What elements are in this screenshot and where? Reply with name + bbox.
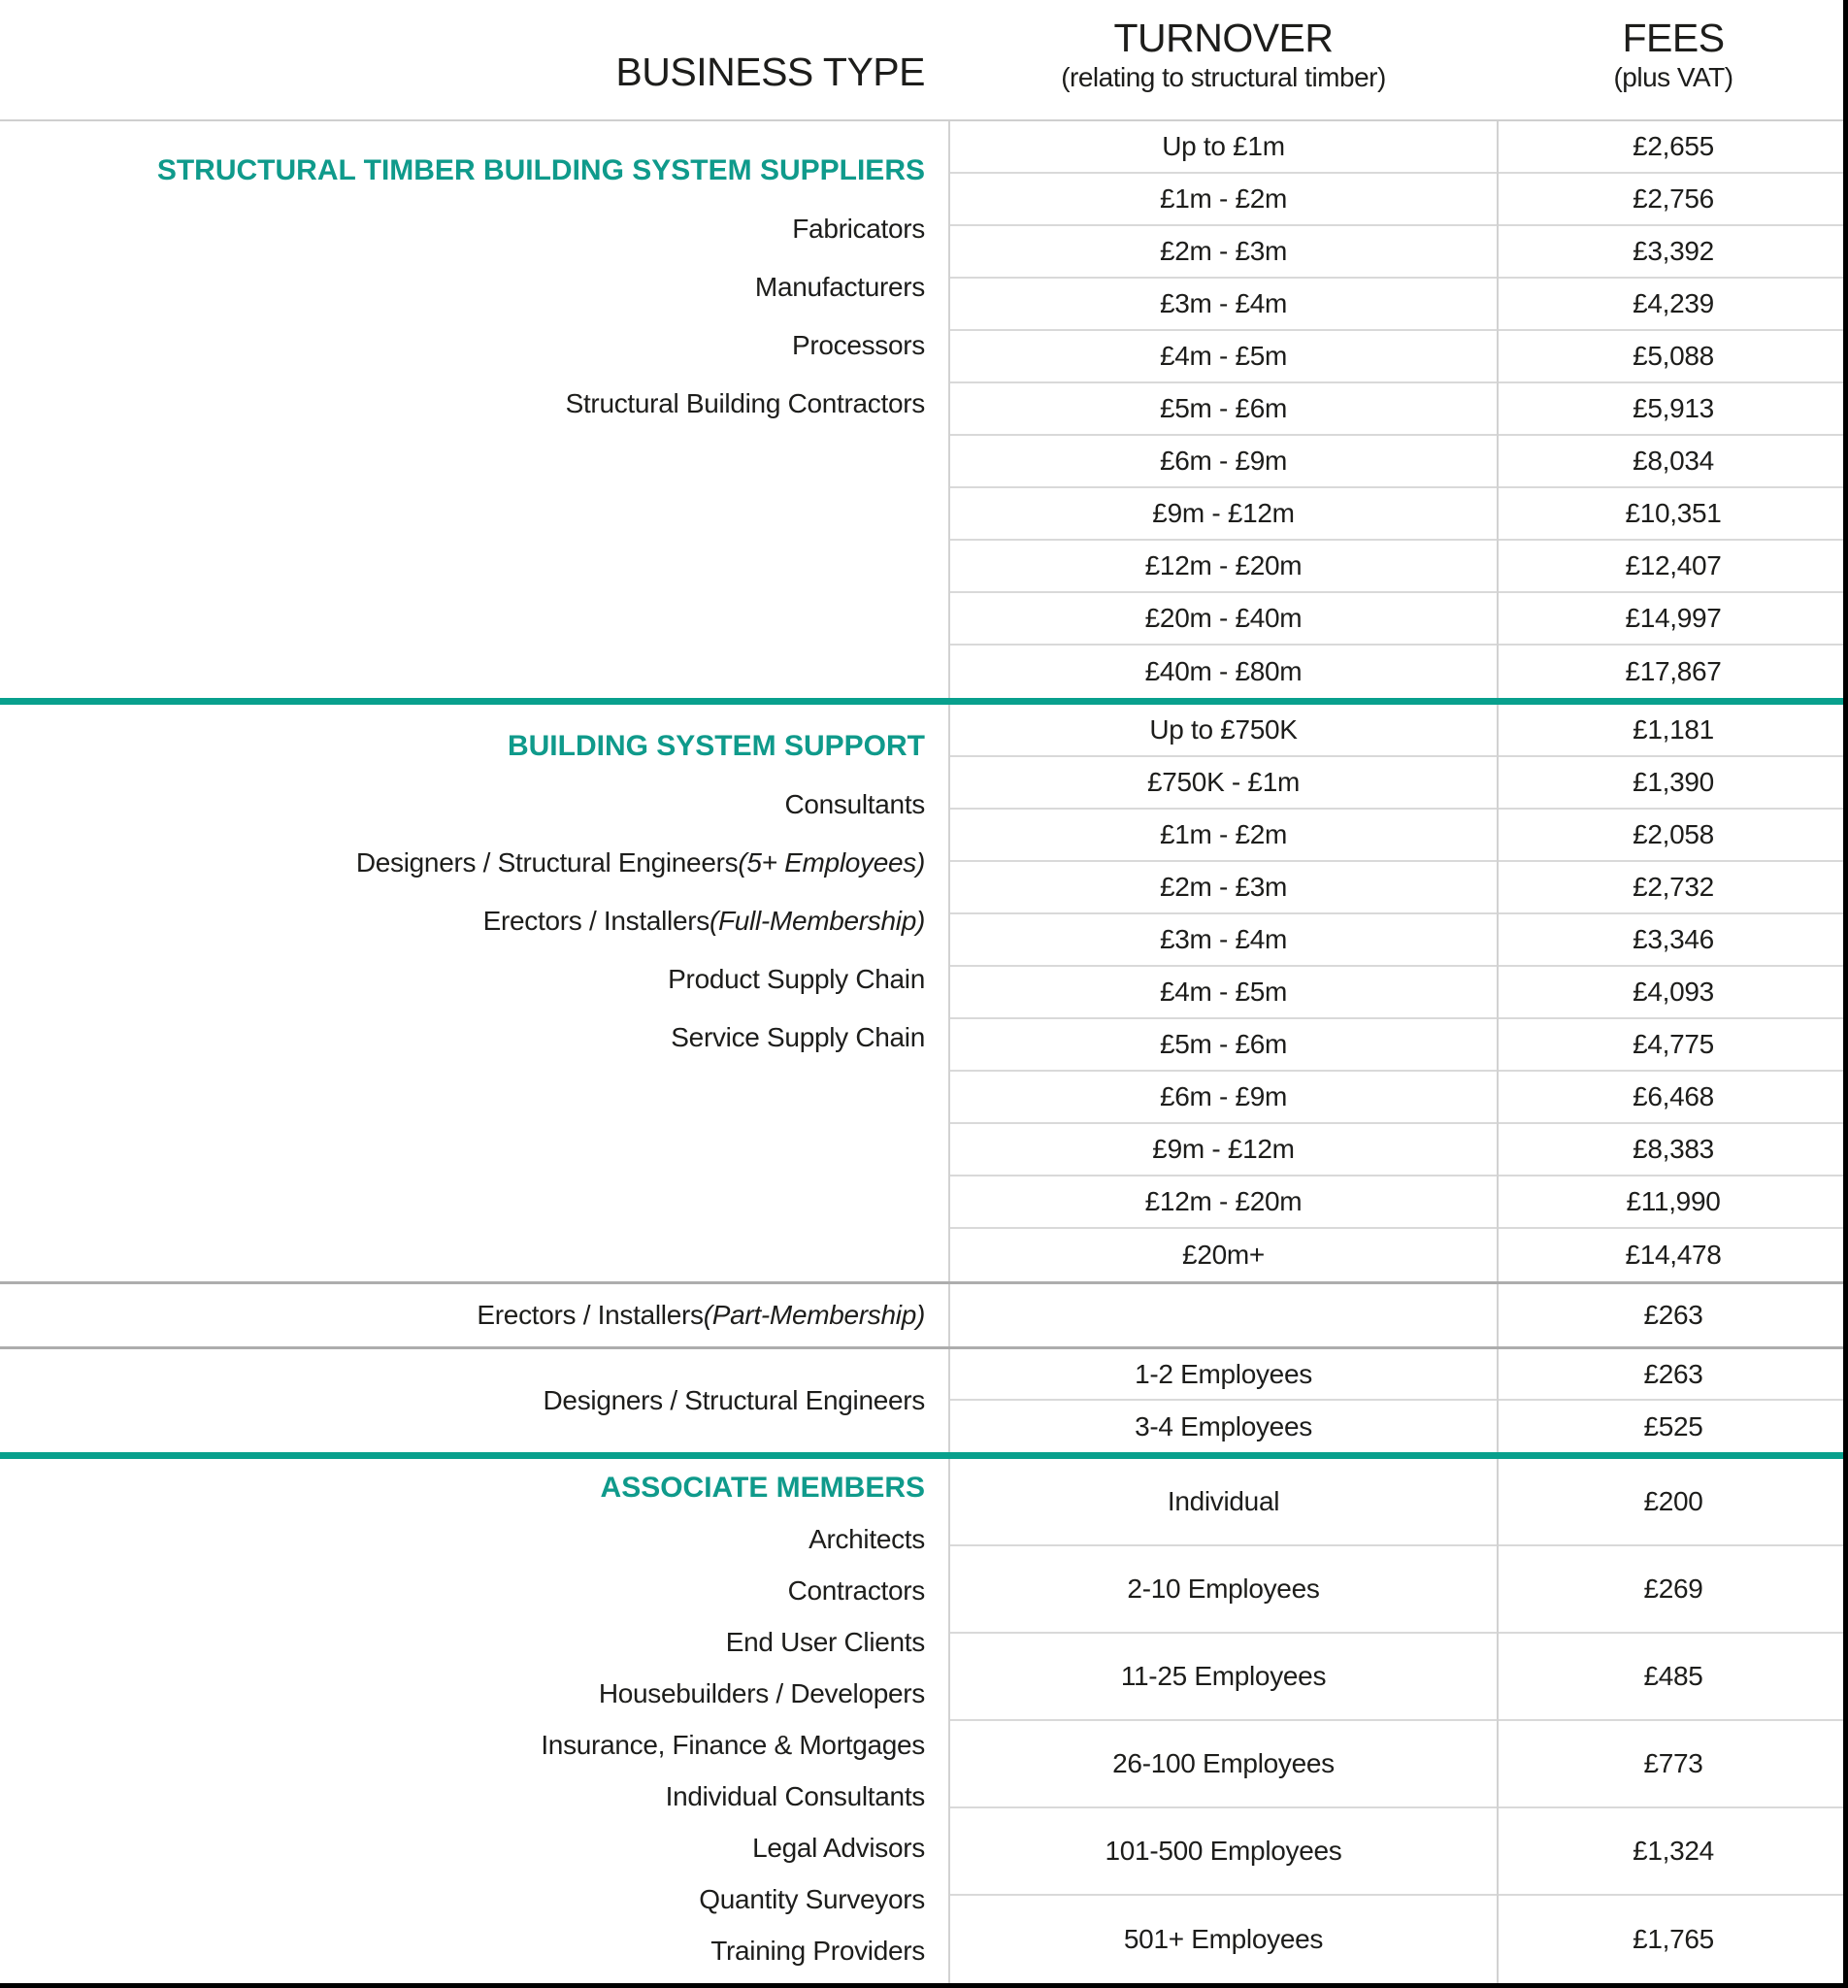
section-heading-associate-members: ASSOCIATE MEMBERS: [600, 1471, 925, 1504]
turnover-cell: £20m - £40m: [950, 593, 1497, 646]
business-type-label: Insurance, Finance & Mortgages: [541, 1729, 925, 1760]
fee-cell: £2,756: [1499, 174, 1848, 226]
section-designers-structural-engineers: [0, 1349, 1848, 1452]
turnover-column: [948, 1459, 1499, 1983]
header-business-type-label: BUSINESS TYPE: [615, 50, 925, 94]
header-fees: [1499, 0, 1848, 119]
business-type-item: [0, 200, 925, 258]
turnover-cell: £2m - £3m: [950, 862, 1497, 914]
fee-cell: £5,088: [1499, 331, 1848, 383]
business-type-item: [0, 1719, 925, 1771]
business-type-item: [0, 834, 925, 892]
turnover-cell: 2-10 Employees: [950, 1546, 1497, 1634]
fees-column: [1499, 121, 1848, 698]
turnover-cell: £40m - £80m: [1144, 656, 1303, 686]
fee-cell: £1,324: [1499, 1808, 1848, 1896]
section-heading-building-system-support: BUILDING SYSTEM SUPPORT: [507, 730, 925, 762]
business-type-list: [0, 121, 948, 698]
business-type-label: Designers / Structural Engineers: [355, 847, 739, 878]
section-associate-members: [0, 1459, 1848, 1983]
turnover-cell: Up to £1m: [950, 121, 1497, 174]
fees-column: [1499, 1459, 1848, 1983]
table-header: [0, 0, 1848, 121]
turnover-cell: £9m - £12m: [950, 488, 1497, 541]
business-type-item: [0, 1300, 925, 1331]
section-divider-teal: [0, 698, 1848, 705]
fee-cell: £263: [1499, 1349, 1848, 1401]
fee-cell: £2,655: [1499, 121, 1848, 174]
business-type-qualifier: (Part-Membership): [703, 1300, 925, 1330]
section-divider-teal: [0, 1452, 1848, 1459]
turnover-cell: £12m - £20m: [950, 1176, 1497, 1229]
turnover-column: [948, 1284, 1499, 1346]
fee-cell: £1,181: [1499, 705, 1848, 757]
section-heading-structural-timber-suppliers: STRUCTURAL TIMBER BUILDING SYSTEM SUPPLIERS: [156, 154, 925, 186]
business-type-item: [0, 375, 925, 433]
fee-cell: £773: [1499, 1721, 1848, 1808]
business-type-label: Manufacturers: [754, 272, 925, 302]
turnover-column: [948, 121, 1499, 698]
fee-cell: £1,765: [1633, 1924, 1714, 1954]
business-type-label: Erectors / Installers: [477, 1300, 704, 1330]
business-type-label: Consultants: [784, 789, 925, 819]
right-edge-bar: [1843, 0, 1848, 1988]
header-turnover-subtitle: (relating to structural timber): [1061, 62, 1386, 92]
turnover-cell: £4m - £5m: [950, 967, 1497, 1019]
bottom-edge-bar: [0, 1983, 1848, 1988]
turnover-cell: £9m - £12m: [950, 1124, 1497, 1176]
business-type-list: [0, 705, 948, 1281]
business-type-label: Legal Advisors: [752, 1832, 925, 1863]
business-type-item: [0, 258, 925, 316]
fee-cell: £10,351: [1499, 488, 1848, 541]
fee-cell: £8,034: [1499, 436, 1848, 488]
turnover-cell: [950, 1284, 1497, 1346]
turnover-cell: £4m - £5m: [950, 331, 1497, 383]
business-type-label: Architects: [808, 1523, 925, 1554]
business-type-item: [0, 1513, 925, 1565]
turnover-cell: £6m - £9m: [950, 436, 1497, 488]
fee-cell: £263: [1643, 1300, 1703, 1330]
business-type-label: Housebuilders / Developers: [598, 1677, 925, 1708]
fee-cell: £8,383: [1499, 1124, 1848, 1176]
business-type-item: [0, 1565, 925, 1616]
fee-cell: £3,392: [1499, 226, 1848, 279]
turnover-column: [948, 1349, 1499, 1452]
fee-cell: £6,468: [1499, 1072, 1848, 1124]
business-type-list: [0, 1284, 948, 1346]
fee-cell: £14,478: [1625, 1240, 1722, 1270]
business-type-item: [0, 1822, 925, 1873]
section-erectors-part-membership: [0, 1284, 1848, 1346]
business-type-item: [0, 1668, 925, 1719]
business-type-label: Individual Consultants: [665, 1780, 925, 1811]
business-type-item: [0, 1873, 925, 1925]
business-type-label: Product Supply Chain: [668, 964, 925, 994]
fee-cell: £2,732: [1499, 862, 1848, 914]
business-type-label: Training Providers: [710, 1935, 925, 1966]
turnover-cell: 11-25 Employees: [950, 1634, 1497, 1721]
fees-column: [1499, 1349, 1848, 1452]
business-type-item: [0, 1385, 925, 1416]
business-type-label: Fabricators: [792, 214, 925, 244]
header-fees-title: FEES: [1622, 16, 1725, 60]
fee-cell: £17,867: [1625, 656, 1722, 686]
fee-cell: £11,990: [1499, 1176, 1848, 1229]
business-type-label: Designers / Structural Engineers: [543, 1385, 925, 1415]
fees-column: [1499, 705, 1848, 1281]
turnover-cell: £3m - £4m: [950, 914, 1497, 967]
fee-cell: £200: [1499, 1459, 1848, 1546]
business-type-label: Service Supply Chain: [671, 1022, 925, 1052]
business-type-item: [0, 1616, 925, 1668]
fees-column: [1499, 1284, 1848, 1346]
business-type-item: [0, 776, 925, 834]
fee-cell: £12,407: [1499, 541, 1848, 593]
turnover-cell: £6m - £9m: [950, 1072, 1497, 1124]
business-type-label: Processors: [791, 330, 925, 360]
header-turnover: [948, 0, 1499, 119]
business-type-label: Quantity Surveyors: [699, 1883, 925, 1914]
header-business-type: [0, 0, 948, 119]
turnover-cell: 501+ Employees: [1123, 1924, 1324, 1954]
business-type-label: Contractors: [787, 1574, 925, 1606]
header-turnover-title: TURNOVER: [1113, 16, 1334, 60]
business-type-item: [0, 892, 925, 950]
business-type-list: [0, 1349, 948, 1452]
section-building-system-support: [0, 705, 1848, 1281]
turnover-cell: £3m - £4m: [950, 279, 1497, 331]
business-type-item: [0, 1771, 925, 1822]
turnover-cell: £5m - £6m: [950, 1019, 1497, 1072]
fee-cell: £4,093: [1499, 967, 1848, 1019]
turnover-cell: 101-500 Employees: [950, 1808, 1497, 1896]
section-structural-timber-suppliers: [0, 121, 1848, 698]
turnover-column: [948, 705, 1499, 1281]
business-type-list: [0, 1459, 948, 1983]
fee-cell: £485: [1499, 1634, 1848, 1721]
fee-cell: £525: [1643, 1410, 1703, 1441]
business-type-item: [0, 1925, 925, 1976]
turnover-cell: £5m - £6m: [950, 383, 1497, 436]
turnover-cell: Individual: [950, 1459, 1497, 1546]
business-type-item: [0, 1009, 925, 1067]
fee-cell: £269: [1499, 1546, 1848, 1634]
turnover-cell: 3-4 Employees: [1135, 1410, 1312, 1441]
turnover-cell: £1m - £2m: [950, 810, 1497, 862]
turnover-cell: £750K - £1m: [950, 757, 1497, 810]
turnover-cell: £1m - £2m: [950, 174, 1497, 226]
fee-cell: £4,775: [1499, 1019, 1848, 1072]
business-type-item: [0, 950, 925, 1009]
fee-cell: £2,058: [1499, 810, 1848, 862]
fee-cell: £4,239: [1499, 279, 1848, 331]
turnover-cell: £20m+: [1182, 1240, 1265, 1270]
business-type-label: End User Clients: [725, 1626, 925, 1657]
turnover-cell: 1-2 Employees: [950, 1349, 1497, 1401]
fee-cell: £1,390: [1499, 757, 1848, 810]
business-type-label: Erectors / Installers: [482, 906, 710, 936]
business-type-qualifier: (Full-Membership): [709, 906, 925, 936]
turnover-cell: Up to £750K: [950, 705, 1497, 757]
fee-cell: £3,346: [1499, 914, 1848, 967]
turnover-cell: 26-100 Employees: [950, 1721, 1497, 1808]
business-type-label: Structural Building Contractors: [565, 388, 925, 418]
turnover-cell: £2m - £3m: [950, 226, 1497, 279]
fee-cell: £5,913: [1499, 383, 1848, 436]
business-type-item: [0, 316, 925, 375]
turnover-cell: £12m - £20m: [950, 541, 1497, 593]
header-fees-subtitle: (plus VAT): [1613, 62, 1733, 92]
business-type-qualifier: (5+ Employees): [738, 847, 925, 878]
fee-cell: £14,997: [1499, 593, 1848, 646]
